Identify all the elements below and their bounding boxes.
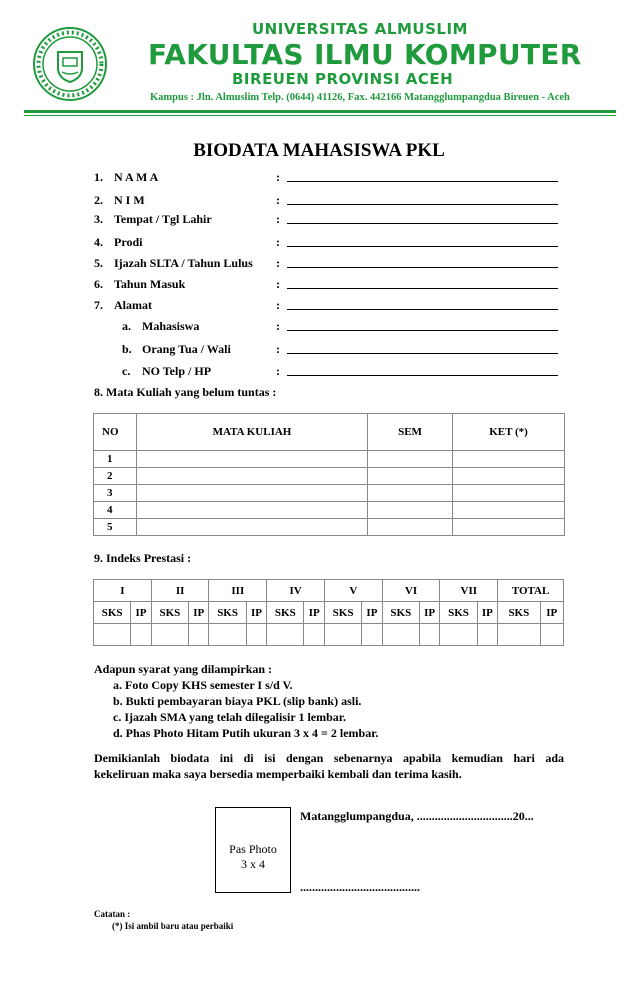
location-name: BIREUEN PROVINSI ACEH (232, 70, 454, 88)
closing-line-2: kekeliruan maka saya bersedia memperbaiki kembali dan terima kasih. (94, 767, 462, 781)
signature-line[interactable]: ........................................ (300, 880, 420, 894)
semester-header-row (94, 580, 564, 602)
requirement-item: c. Ijazah SMA yang telah dilegalisir 1 lembar. (113, 710, 347, 724)
table-row: 3 (94, 485, 565, 502)
header-rule (24, 110, 616, 113)
col-mata-kuliah: MATA KULIAH (137, 414, 368, 451)
alamat-orangtua-input-line[interactable] (287, 353, 558, 354)
pas-photo-box (215, 807, 291, 893)
field-prodi: 4. Prodi (94, 235, 143, 249)
table-row: 4 (94, 502, 565, 519)
sem-header: IV (267, 580, 325, 602)
table-row: 1 (94, 451, 565, 468)
field-colon: : (276, 342, 280, 356)
requirement-item: b. Bukti pembayaran biaya PKL (slip bank) asli. (113, 694, 362, 708)
sem-header: VI (382, 580, 440, 602)
notes-title: Catatan : (94, 909, 131, 919)
ip-table (93, 579, 564, 646)
sem-header: TOTAL (498, 580, 564, 602)
field-colon: : (276, 319, 280, 333)
sem-header: II (151, 580, 209, 602)
faculty-name: FAKULTAS ILMU KOMPUTER (148, 38, 582, 71)
requirement-item: a. Foto Copy KHS semester I s/d V. (113, 678, 293, 692)
page-title: BIODATA MAHASISWA PKL (193, 140, 445, 161)
table-row: 2 (94, 468, 565, 485)
sks-ip-row: SKS IP SKS IP SKS IP SKS IP SKS IP SKS IP SKS IP SKS IP (94, 602, 564, 624)
field-colon: : (276, 277, 280, 291)
table-header-row (94, 414, 565, 451)
university-logo (32, 26, 108, 102)
field-nama: 1. N A M A (94, 170, 159, 184)
tempat-tgl-lahir-input-line[interactable] (287, 223, 558, 224)
notes-item: (*) Isi ambil baru atau perbaiki (112, 921, 234, 931)
field-colon: : (276, 212, 280, 226)
field-alamat-orangtua: b. Orang Tua / Wali (122, 342, 231, 356)
field-ijazah: 5. Ijazah SLTA / Tahun Lulus (94, 256, 253, 270)
field-colon: : (276, 298, 280, 312)
field-alamat: 7. Alamat (94, 298, 152, 312)
field-tempat-tgl-lahir: 3. Tempat / Tgl Lahir (94, 212, 212, 226)
requirement-item: d. Phas Photo Hitam Putih ukuran 3 x 4 = 2 lembar. (113, 726, 379, 740)
field-alamat-mahasiswa: a. Mahasiswa (122, 319, 200, 333)
pas-photo-label: Pas Photo (229, 842, 277, 856)
sem-header: V (324, 580, 382, 602)
closing-line-1: Demikianlah biodata ini di isi dengan sebenarnya apabila kemudian hari ada (94, 751, 564, 765)
sem-header: VII (440, 580, 498, 602)
field-telp: c. NO Telp / HP (122, 364, 212, 378)
ijazah-input-line[interactable] (287, 267, 558, 268)
university-name: UNIVERSITAS ALMUSLIM (252, 20, 468, 38)
field-tahun-masuk: 6. Tahun Masuk (94, 277, 186, 291)
tahun-masuk-input-line[interactable] (287, 288, 558, 289)
field-colon: : (276, 235, 280, 249)
nama-input-line[interactable] (287, 181, 558, 182)
prodi-input-line[interactable] (287, 246, 558, 247)
alamat-input-line[interactable] (287, 309, 558, 310)
place-date: Matangglumpangdua, ................................20... (300, 809, 534, 823)
field-colon: : (276, 364, 280, 378)
table-row: 5 (94, 519, 565, 536)
section-8-heading: 8. Mata Kuliah yang belum tuntas : (94, 385, 277, 399)
telp-input-line[interactable] (287, 375, 558, 376)
pas-photo-size: 3 x 4 (241, 857, 265, 871)
col-sem: SEM (368, 414, 453, 451)
field-colon: : (276, 193, 280, 207)
field-nim: 2. N I M (94, 193, 145, 207)
sem-header: III (209, 580, 267, 602)
section-9-heading: 9. Indeks Prestasi : (94, 551, 192, 565)
ip-value-row (94, 624, 564, 646)
courses-table (93, 413, 565, 536)
field-colon: : (276, 256, 280, 270)
header-rule-thin (24, 115, 616, 116)
requirements-intro: Adapun syarat yang dilampirkan : (94, 662, 273, 676)
campus-address: Kampus : Jln. Almuslim Telp. (0644) 41126, Fax. 442166 Matangglumpangdua Bireuen - Aceh (150, 92, 570, 103)
field-colon: : (276, 170, 280, 184)
col-ket: KET (*) (453, 414, 565, 451)
sem-header: I (94, 580, 152, 602)
col-no: NO (94, 414, 137, 451)
alamat-mahasiswa-input-line[interactable] (287, 330, 558, 331)
nim-input-line[interactable] (287, 204, 558, 205)
